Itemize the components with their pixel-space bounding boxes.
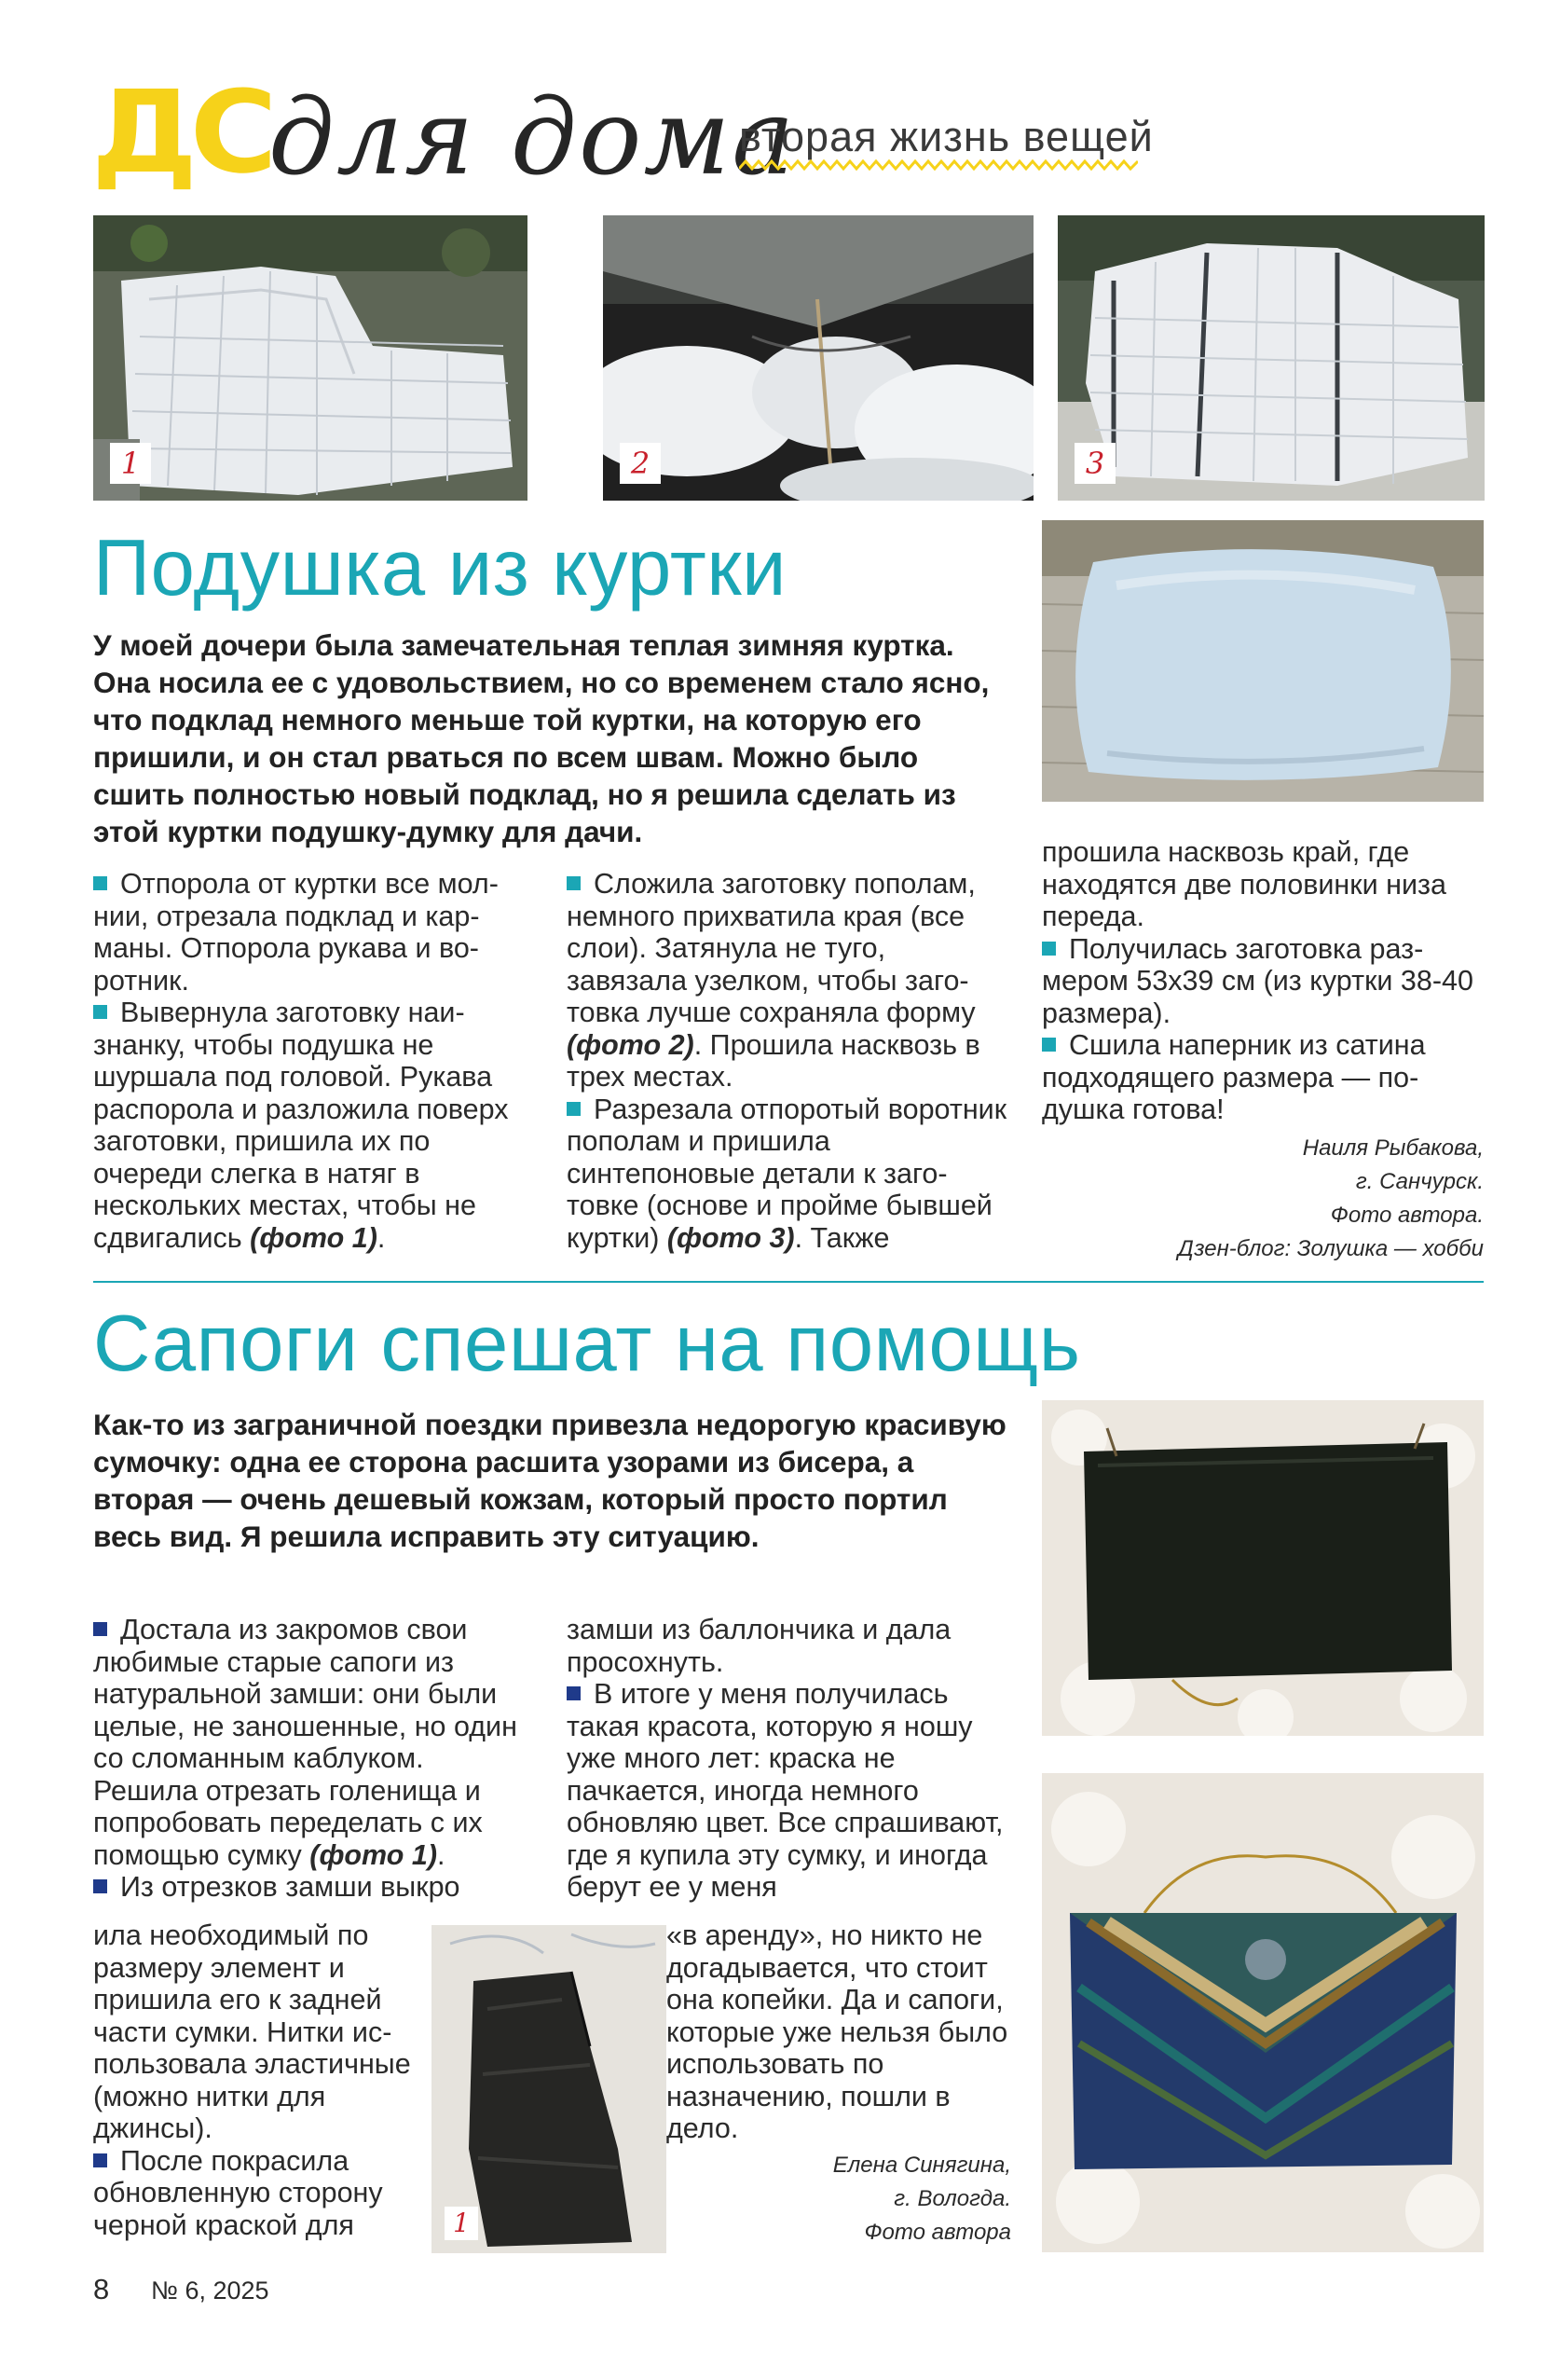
paragraph-text: Отпорола от куртки все молнии, отрезала подклад и карманы. Отпорола рукава и воротник. bbox=[93, 868, 499, 997]
page-number: 8 bbox=[93, 2273, 110, 2305]
photo-reference: (фото 1) bbox=[309, 1838, 437, 1871]
section-title: для дома bbox=[268, 77, 797, 199]
photo-suede-boot-piece bbox=[431, 1925, 666, 2253]
photo-black-bag bbox=[1042, 1400, 1484, 1736]
bullet-square-icon bbox=[567, 876, 581, 890]
bullet-square-icon bbox=[1042, 942, 1056, 956]
article-1-column-2 bbox=[567, 868, 1008, 1254]
paragraph bbox=[93, 1614, 535, 1871]
paragraph: прошила насквозь край, где находятся две половинки низа переда. bbox=[1042, 836, 1446, 932]
photo-reference: (фото 1) bbox=[250, 1221, 377, 1254]
paragraph-text: . Прошила насквозь в трех местах. bbox=[567, 1028, 980, 1093]
paragraph-text: . bbox=[437, 1838, 445, 1871]
magazine-logo bbox=[91, 66, 270, 199]
paragraph-text: Вывернула заготовку наизнанку, чтобы подушка не шуршала под головой. Рукава распорола и разложила поверх заготовки, пришила их по очереди слегка в натяг в нескольких местах, чтобы не сдвигались bbox=[93, 997, 509, 1254]
photo-beaded-bag bbox=[1042, 1773, 1484, 2252]
paragraph: замши из баллончика и дала просохнуть. bbox=[567, 1614, 952, 1678]
bullet-square-icon bbox=[1042, 1038, 1056, 1052]
bullet-square-icon bbox=[567, 1686, 581, 1700]
paragraph-text: Получилась заготовка размером 53х39 см (из куртки 38-40 размера). bbox=[1042, 932, 1473, 1029]
bullet-square-icon bbox=[93, 1622, 107, 1636]
photo-number-badge: 1 bbox=[110, 443, 151, 484]
article-2-column-1 bbox=[93, 1614, 535, 1904]
paragraph-text: . Также bbox=[794, 1221, 890, 1254]
bullet-square-icon bbox=[93, 1879, 107, 1893]
paragraph bbox=[1042, 1029, 1484, 1126]
article-divider bbox=[93, 1281, 1484, 1283]
paragraph bbox=[93, 868, 535, 997]
logo-text: ДС bbox=[91, 66, 270, 199]
section-subtitle: вторая жизнь вещей bbox=[739, 113, 1154, 160]
bullet-square-icon bbox=[93, 2153, 107, 2167]
issue-number: № 6, 2025 bbox=[151, 2277, 269, 2304]
photo-reference: (фото 3) bbox=[666, 1221, 795, 1254]
article-1-signature bbox=[1042, 1132, 1484, 1266]
paragraph-text: Из отрезков замши выкро bbox=[120, 1871, 460, 1903]
author-name: Наиля Рыбакова, bbox=[1302, 1135, 1484, 1161]
zigzag-underline bbox=[739, 158, 1138, 172]
paragraph bbox=[567, 868, 1008, 1094]
author-city: г. Вологда. bbox=[894, 2185, 1011, 2211]
paragraph bbox=[93, 997, 535, 1254]
paragraph bbox=[93, 1871, 535, 1904]
paragraph-text: . bbox=[377, 1221, 386, 1254]
photo-pillow bbox=[1042, 520, 1484, 802]
article-2-column-2 bbox=[567, 1614, 1008, 1904]
article-2-title: Сапоги спешат на помощь bbox=[93, 1300, 1081, 1388]
paragraph-text: В итоге у меня получилась такая красота, которую я ношу уже много лет: краска не пачкается, иногда немного обновляю цвет. Все спрашивают, где я купила эту сумку, и иногда берут ее у меня bbox=[567, 1678, 1004, 1903]
photo-jacket-1 bbox=[93, 215, 527, 501]
paragraph-text: Сложила заготовку пополам, немного прихватила края (все слои). Затянула не туго, завязала узелком, чтобы заготовка лучше сохраняла форму bbox=[567, 868, 976, 1028]
photo-number-badge: 2 bbox=[620, 443, 661, 484]
paragraph: «в аренду», но никто не догадывается, что стоит она копейки. Да и сапоги, которые уже нельзя было использовать по назначению, пошли в дело. bbox=[666, 1919, 1008, 2144]
article-1-title: Подушка из куртки bbox=[93, 524, 787, 612]
paragraph: ила необходимый по размеру элемент и пришила его к задней части сумки. Нитки использовала эластичные (можно нитки для джинсы). bbox=[93, 1919, 411, 2144]
author-name: Елена Синягина, bbox=[832, 2152, 1011, 2178]
paragraph-text: После покрасила обновленную сторону черной краской для bbox=[93, 2144, 383, 2241]
paragraph bbox=[567, 1678, 1008, 1904]
article-2-column-1-wrap bbox=[93, 1919, 425, 2241]
photo-credit: Фото автора. bbox=[1330, 1202, 1484, 1228]
bullet-square-icon bbox=[93, 1005, 107, 1019]
bullet-square-icon bbox=[567, 1102, 581, 1116]
photo-number-badge: 1 bbox=[445, 2207, 478, 2240]
article-2-column-2-wrap bbox=[666, 1919, 1011, 2249]
paragraph bbox=[93, 2145, 425, 2242]
photo-number-badge: 3 bbox=[1075, 443, 1116, 484]
bullet-square-icon bbox=[93, 876, 107, 890]
article-1-column-3 bbox=[1042, 836, 1484, 1266]
photo-reference: (фото 2) bbox=[567, 1028, 694, 1061]
article-1-lead: У моей дочери была замечательная теплая зимняя куртка. Она носила ее с удовольствием, но со временем стало ясно, что подклад немного меньше той куртки, на которую его пришили, и он стал рваться по всем швам. Можно было сшить полностью новый подклад, но я решила сделать из этой куртки подушку-думку для дачи. bbox=[93, 628, 990, 848]
blog-credit: Дзен-блог: Золушка — хобби bbox=[1177, 1235, 1484, 1261]
paragraph-text: Достала из закромов свои любимые старые сапоги из натуральной замши: они были целые, не заношенные, но один со сломанным каблуком. Решила отрезать голенища и попробовать переделать с их помощью сумку bbox=[93, 1614, 517, 1871]
article-2-lead: Как-то из заграничной поездки привезла недорогую красивую сумочку: одна ее сторона расшита узорами из бисера, а вторая — очень дешевый кожзам, который просто портил весь вид. Я решила исправить эту ситуацию. bbox=[93, 1408, 1006, 1553]
photo-credit: Фото автора bbox=[864, 2219, 1011, 2245]
paragraph bbox=[567, 1094, 1008, 1255]
article-2-signature bbox=[666, 2149, 1011, 2249]
article-1-column-1 bbox=[93, 868, 535, 1254]
author-city: г. Санчурск. bbox=[1355, 1168, 1484, 1194]
paragraph bbox=[1042, 933, 1484, 1030]
paragraph-text: Разрезала отпоротый воротник пополам и пришила синтепоновые детали к заготовке (основе и пройме бывшей куртки) bbox=[567, 1093, 1007, 1254]
paragraph-text: Сшила наперник из сатина подходящего размера — подушка готова! bbox=[1042, 1029, 1426, 1125]
photo-jacket-3 bbox=[1058, 215, 1485, 501]
photo-jacket-2 bbox=[603, 215, 1034, 501]
